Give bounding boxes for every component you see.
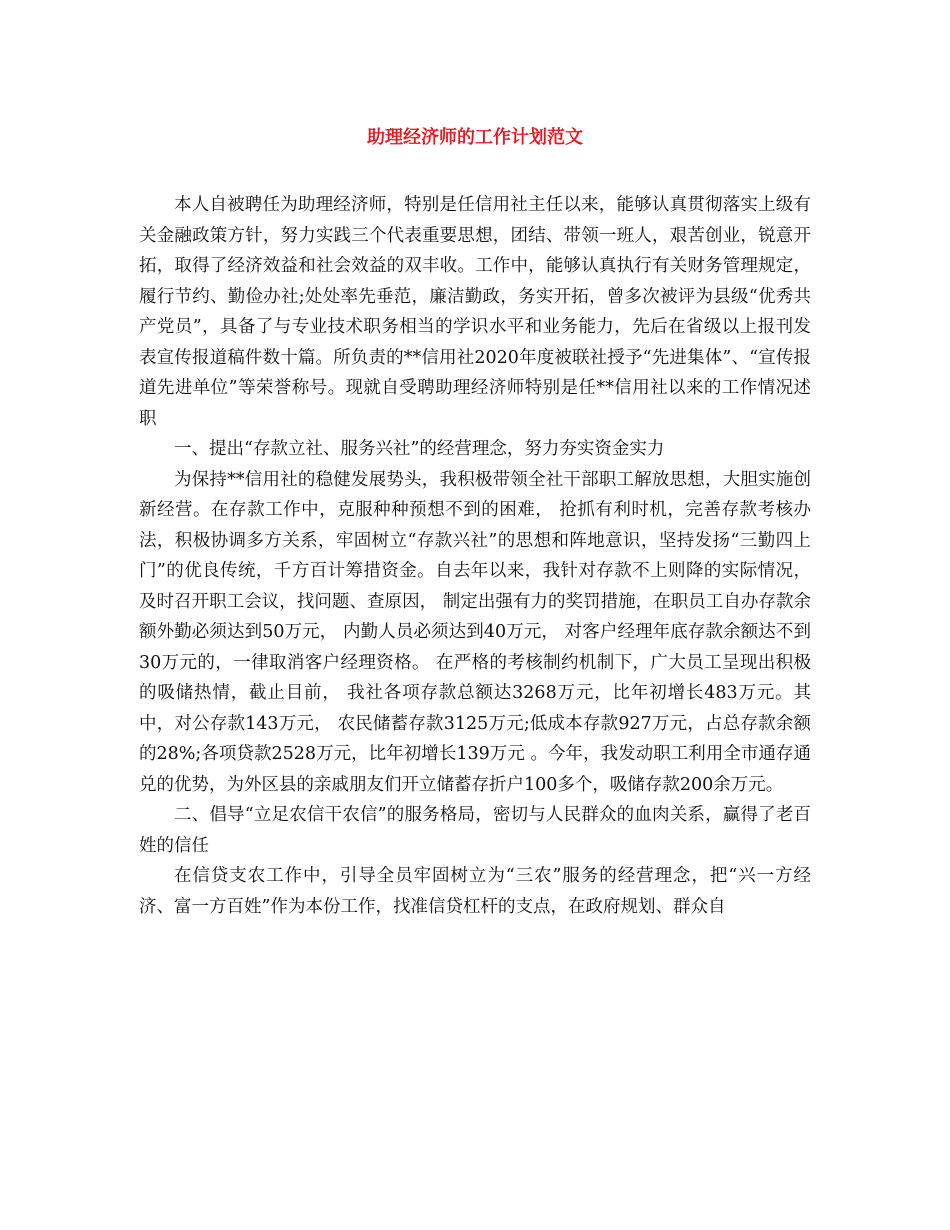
section-heading-1: 一、提出“存款立社、服务兴社”的经营理念，努力夯实资金实力 [174, 439, 665, 459]
paragraph-credit: 在信贷支农工作中，引导全员牢固树立为“三农”服务的经营理念，把“兴一方经济、富一方百姓”作为本份工作，找准信贷杠杆的支点，在政府规划、群众自 [139, 866, 811, 917]
paragraph-intro: 本人自被聘任为助理经济师，特别是任信用社主任以来，能够认真贯彻落实上级有关金融政策方针，努力实践三个代表重要思想，团结、带领一班人，艰苦创业，锐意开拓，取得了经济效益和社会效益的双丰收。工作中，能够认真执行有关财务管理规定，履行节约、勤俭办社;处处率先垂范，廉洁勤政，务实开拓，曾多次被评为县级“优秀共产党员”，具备了与专业技术职务相当的学识水平和业务能力，先后在省级以上报刊发表宣传报道稿件数十篇。所负责的**信用社2020年度被联社授予“先进集体”、“宣传报道先进单位”等荣誉称号。现就自受聘助理经济师特别是任**信用社以来的工作情况述职 [139, 195, 811, 429]
paragraph-deposits: 为保持**信用社的稳健发展势头，我积极带领全社干部职工解放思想，大胆实施创新经营。在存款工作中，克服种种预想不到的困难， 抢抓有利时机，完善存款考核办法，积极协调多方关系，牢固树立“存款兴社”的思想和阵地意识，坚持发扬“三勤四上门”的优良传统，千方百计筹措资金。自去年以来，我针对存款不上则降的实际情况， 及时召开职工会议，找问题、查原因， 制定出强有力的奖罚措施，在职员工自办存款余额外勤必须达到50万元， 内勤人员必须达到40万元， 对客户经理年底存款余额达不到30万元的，一律取消客户经理资格。 在严格的考核制约机制下，广大员工呈现出积极的吸储热情，截止目前， 我社各项存款总额达3268万元，比年初增长483万元。其中，对公存款143万元， 农民储蓄存款3125万元;低成本存款927万元，占总存款余额的28%;各项贷款2528万元，比年初增长139万元 。今年，我发动职工利用全市通存通兑的优势，为外区县的亲戚朋友们开立储蓄存折户100多个，吸储存款200余万元。 [139, 469, 817, 795]
document-title: 助理经济师的工作计划范文 [367, 127, 583, 148]
document-body [139, 190, 817, 922]
section-heading-2: 二、倡导“立足农信干农信”的服务格局，密切与人民群众的血肉关系，赢得了老百姓的信任 [139, 805, 811, 856]
